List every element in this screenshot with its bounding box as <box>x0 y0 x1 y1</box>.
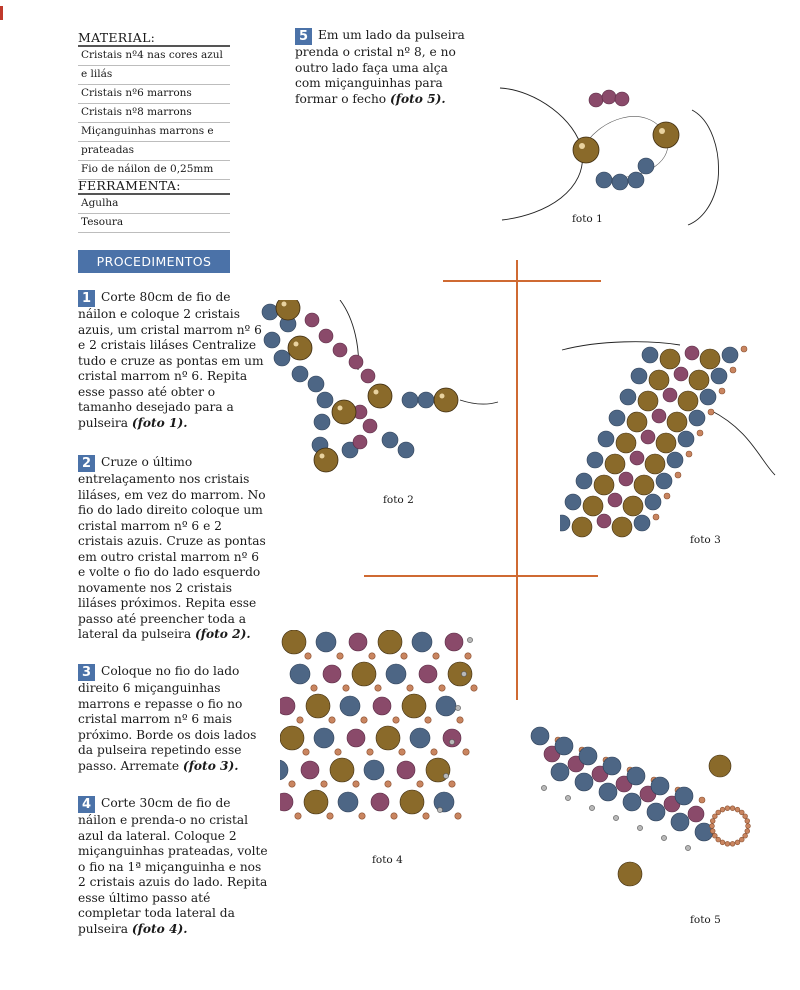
photo-5 <box>530 716 770 896</box>
caption-foto-1: foto 1 <box>572 213 603 225</box>
caption-foto-4: foto 4 <box>372 854 403 866</box>
bead <box>378 630 402 654</box>
bead <box>375 685 381 691</box>
bead <box>671 813 689 831</box>
bead <box>678 431 694 447</box>
bead <box>399 749 405 755</box>
photo-3 <box>560 340 790 540</box>
divider-line-vertical <box>516 260 518 700</box>
bead <box>329 717 335 723</box>
bead <box>699 797 705 803</box>
bead <box>349 633 367 651</box>
bead <box>743 814 748 819</box>
bead <box>352 662 376 686</box>
bead <box>608 493 622 507</box>
bead <box>431 749 437 755</box>
bead <box>664 493 670 499</box>
photo-reference: (foto 5). <box>390 91 446 106</box>
bead <box>555 737 573 755</box>
bead <box>419 665 437 683</box>
photo-reference: (foto 2). <box>194 627 251 641</box>
bead <box>645 454 665 474</box>
bead <box>448 662 472 686</box>
bead <box>656 433 676 453</box>
bead <box>437 807 442 812</box>
bead <box>295 813 301 819</box>
bead <box>316 632 336 652</box>
photo-reference: (foto 3). <box>182 758 239 773</box>
bead <box>675 787 693 805</box>
bead <box>720 840 725 845</box>
bead <box>412 632 432 652</box>
bead <box>445 633 463 651</box>
list-item: Cristais nº4 nas cores azul <box>78 47 230 66</box>
photo-4 <box>280 630 480 840</box>
list-item: Miçanguinhas marrons e <box>78 123 230 142</box>
bead <box>280 726 304 750</box>
bead <box>623 496 643 516</box>
bead <box>710 819 715 824</box>
bead <box>741 346 747 352</box>
bead-clasp <box>531 727 750 886</box>
bead <box>297 717 303 723</box>
bead <box>735 840 740 845</box>
bead <box>367 749 373 755</box>
bead <box>716 810 721 815</box>
bead <box>289 781 295 787</box>
bead <box>689 370 709 390</box>
bead <box>371 793 389 811</box>
bead <box>725 806 730 811</box>
bead <box>605 454 625 474</box>
bead <box>401 653 407 659</box>
bead <box>730 841 735 846</box>
bead <box>373 697 391 715</box>
bead <box>688 806 704 822</box>
bead <box>730 806 735 811</box>
bead <box>667 452 683 468</box>
divider-line-middle <box>364 575 598 577</box>
bead <box>343 685 349 691</box>
bead <box>627 412 647 432</box>
step-number: 1 <box>78 290 95 307</box>
step-3 <box>78 664 266 774</box>
bead <box>436 696 456 716</box>
bead <box>653 514 659 520</box>
bead <box>330 758 354 782</box>
bead <box>627 767 645 785</box>
bead <box>587 452 603 468</box>
bead <box>660 349 680 369</box>
bead <box>652 409 666 423</box>
step-2 <box>78 455 266 643</box>
bead <box>417 781 423 787</box>
bead <box>471 685 477 691</box>
step-5 <box>295 28 475 107</box>
bead <box>686 451 692 457</box>
material-list <box>78 47 230 180</box>
bead <box>572 517 592 537</box>
bead <box>620 389 636 405</box>
bead <box>303 749 309 755</box>
bead <box>433 653 439 659</box>
bead-illustration-3 <box>560 340 790 540</box>
step-text: Em um lado da pulseira prenda o cristal nº 8, e no outro lado faça uma alça com miçanguinhas para formar o fecho <box>295 28 465 106</box>
bead-strip <box>560 346 747 537</box>
bead <box>642 347 658 363</box>
bead <box>531 727 549 745</box>
bead <box>619 472 633 486</box>
bead <box>443 773 448 778</box>
bead <box>347 729 365 747</box>
bead <box>376 726 400 750</box>
bead <box>457 717 463 723</box>
divider-line-top <box>443 280 601 282</box>
photo-2 <box>260 300 500 480</box>
bead <box>719 388 725 394</box>
bead <box>712 814 717 819</box>
list-item: Fio de náilon de 0,25mm <box>78 161 230 180</box>
bead <box>337 653 343 659</box>
bead <box>541 785 546 790</box>
bead <box>369 653 375 659</box>
bead <box>449 781 455 787</box>
bead <box>407 685 413 691</box>
bead <box>710 829 715 834</box>
procedimentos-header: PROCEDIMENTOS <box>78 250 230 273</box>
bead <box>638 391 658 411</box>
page-corner-mark <box>0 6 3 20</box>
bead <box>739 837 744 842</box>
list-item: Cristais nº8 marrons <box>78 104 230 123</box>
step-number: 4 <box>78 796 95 813</box>
bead <box>685 845 690 850</box>
bead-illustration-4 <box>280 630 480 840</box>
list-item: prateadas <box>78 142 230 161</box>
bead <box>725 841 730 846</box>
ferramenta-list <box>78 195 230 233</box>
bead <box>463 749 469 755</box>
bead <box>423 813 429 819</box>
bead <box>353 781 359 787</box>
bead <box>335 749 341 755</box>
bead <box>618 862 642 886</box>
bead <box>306 694 330 718</box>
bead <box>301 761 319 779</box>
bead <box>359 813 365 819</box>
bead <box>565 795 570 800</box>
caption-foto-5: foto 5 <box>690 914 721 926</box>
bead <box>579 747 597 765</box>
bead <box>461 671 466 676</box>
step-4 <box>78 796 268 937</box>
step-text: Cruze o último entrelaçamento nos cristais liláses, em vez do marrom. No fio do lado direito coloque um cristal marrom nº 6 e 2 cristais azuis. Cruze as pontas em outro cristal marrom nº 6 e volte o fio do lado esquerdo novamente nos 2 cristais liláses próximos. Repita esse passo até preencher toda a lateral da pulseira <box>78 455 266 641</box>
bead <box>280 793 293 811</box>
photo-1 <box>496 80 776 230</box>
bead <box>576 473 592 489</box>
bead <box>400 790 424 814</box>
caption-foto-2: foto 2 <box>383 494 414 506</box>
bead <box>612 517 632 537</box>
bead <box>385 781 391 787</box>
bead <box>455 813 461 819</box>
bead <box>634 515 650 531</box>
list-item: Agulha <box>78 195 230 214</box>
bead <box>565 494 581 510</box>
bead <box>314 728 334 748</box>
bead <box>710 824 715 829</box>
step-number: 2 <box>78 455 95 472</box>
bead <box>323 665 341 683</box>
bead <box>391 813 397 819</box>
bead <box>722 347 738 363</box>
bead <box>735 807 740 812</box>
photo-reference: (foto 1). <box>131 415 188 430</box>
bead <box>589 805 594 810</box>
bead <box>393 717 399 723</box>
photo-reference: (foto 4). <box>131 921 188 936</box>
bead <box>634 475 654 495</box>
bead <box>700 349 720 369</box>
bead <box>720 807 725 812</box>
ferramenta-title: FERRAMENTA: <box>78 178 181 193</box>
bead-illustration-2 <box>260 300 500 480</box>
bead <box>663 388 677 402</box>
bead <box>594 475 614 495</box>
step-text: Corte 30cm de fio de náilon e prenda-o no cristal azul da lateral. Coloque 2 miçanguinhas prateadas, volte o fio na 1ª miçanguinha e nos 2 cristais azuis do lado. Repita esse último passo até completar toda lateral da pulseira <box>78 796 268 936</box>
bead-illustration-1 <box>496 80 776 230</box>
bead <box>304 790 328 814</box>
bead <box>290 664 310 684</box>
bead <box>613 815 618 820</box>
bead <box>583 496 603 516</box>
bead <box>599 783 617 801</box>
bead <box>361 717 367 723</box>
bead <box>689 410 705 426</box>
bead <box>661 835 666 840</box>
bead <box>455 705 460 710</box>
bead <box>630 451 644 465</box>
bead <box>434 792 454 812</box>
bead <box>656 473 672 489</box>
bead <box>711 368 727 384</box>
bead <box>280 760 288 780</box>
bead <box>397 761 415 779</box>
bead <box>678 391 698 411</box>
bead <box>609 410 625 426</box>
bead <box>700 389 716 405</box>
bead <box>745 829 750 834</box>
bead <box>697 430 703 436</box>
bead-illustration-5 <box>530 716 770 896</box>
bead <box>603 757 621 775</box>
bead <box>575 773 593 791</box>
step-number: 3 <box>78 664 95 681</box>
step-text: Coloque no fio do lado direito 6 miçanguinhas marrons e repasse o fio no cristal marrom nº 6 mais próximo. Borde os dois lados da pulseira repetindo esse passo. Arremate <box>78 664 257 773</box>
bead <box>651 777 669 795</box>
list-item: Cristais nº6 marrons <box>78 85 230 104</box>
bead <box>551 763 569 781</box>
bead <box>623 793 641 811</box>
ferramenta-section <box>78 178 230 233</box>
bead <box>402 694 426 718</box>
bead <box>674 367 688 381</box>
bead <box>645 494 661 510</box>
bead <box>649 370 669 390</box>
bead-cluster <box>280 630 477 819</box>
bead <box>675 472 681 478</box>
bead <box>647 803 665 821</box>
bead <box>716 837 721 842</box>
bead <box>425 717 431 723</box>
bead <box>465 653 471 659</box>
bead <box>712 833 717 838</box>
list-item: e lilás <box>78 66 230 85</box>
bead <box>327 813 333 819</box>
bead <box>410 728 430 748</box>
caption-foto-3: foto 3 <box>690 534 721 546</box>
bead <box>685 346 699 360</box>
bead <box>708 409 714 415</box>
step-1 <box>78 290 266 431</box>
bead <box>745 819 750 824</box>
bead <box>598 431 614 447</box>
bead <box>616 433 636 453</box>
bead <box>631 368 647 384</box>
bead <box>439 685 445 691</box>
bead <box>364 760 384 780</box>
material-section <box>78 30 230 180</box>
bead <box>560 515 570 531</box>
bead <box>338 792 358 812</box>
bead <box>449 739 454 744</box>
bead <box>280 697 295 715</box>
bead <box>730 367 736 373</box>
bead <box>637 825 642 830</box>
bead <box>305 653 311 659</box>
material-title: MATERIAL: <box>78 30 156 45</box>
bead <box>743 833 748 838</box>
bead <box>282 630 306 654</box>
bead <box>667 412 687 432</box>
step-number: 5 <box>295 28 312 45</box>
step-text: Corte 80cm de fio de náilon e coloque 2 cristais azuis, um cristal marrom nº 6 e 2 cristais liláses Centralize tudo e cruze as pontas em um cristal marrom nº 6. Repita esse passo até obter o tamanho desejado para a pulseira <box>78 290 264 430</box>
bead <box>321 781 327 787</box>
bead <box>597 514 611 528</box>
bead <box>340 696 360 716</box>
bead <box>311 685 317 691</box>
bead <box>386 664 406 684</box>
bead <box>467 637 472 642</box>
list-item: Tesoura <box>78 214 230 233</box>
bead <box>746 824 751 829</box>
bead <box>739 810 744 815</box>
bead <box>709 755 731 777</box>
bead <box>641 430 655 444</box>
